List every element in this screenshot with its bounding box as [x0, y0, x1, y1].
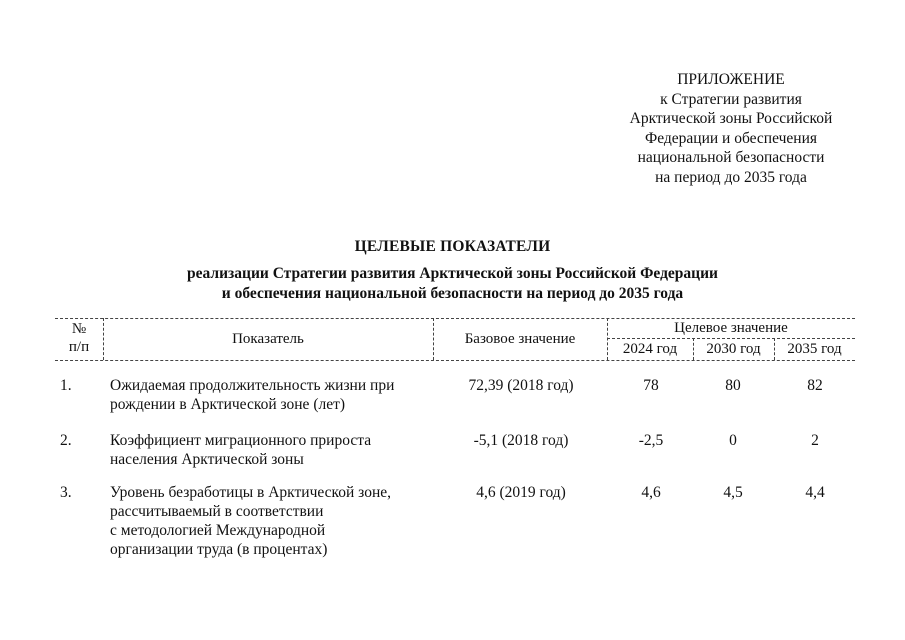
row-value-2024: -2,5	[638, 432, 664, 449]
row-number: 3.	[60, 484, 72, 501]
header-bottom-rule	[55, 360, 855, 361]
row-value-2030: 0	[729, 432, 737, 449]
appendix-block	[596, 70, 866, 187]
row-indicator: Ожидаемая продолжительность жизни при рождении в Арктической зоне (лет)	[110, 377, 395, 413]
appendix-line: к Стратегии развития	[660, 90, 802, 108]
row-base-value: -5,1 (2018 год)	[473, 432, 569, 449]
indicators-table	[55, 318, 855, 558]
document-title: ЦЕЛЕВЫЕ ПОКАЗАТЕЛИ	[354, 238, 551, 255]
row-value-2035: 2	[811, 432, 819, 449]
row-value-2035: 4,4	[805, 484, 825, 501]
appendix-line: Федерации и обеспечения	[644, 129, 817, 147]
row-value-2030: 80	[725, 377, 741, 394]
header-target: Целевое значение	[674, 320, 788, 336]
appendix-line: ПРИЛОЖЕНИЕ	[677, 71, 785, 88]
row-number: 1.	[60, 377, 72, 394]
row-value-2035: 82	[807, 377, 823, 394]
row-base-value: 4,6 (2019 год)	[476, 484, 566, 501]
document-subtitle	[0, 264, 905, 303]
row-indicator: Коэффициент миграционного прироста населения Арктической зоны	[110, 432, 372, 468]
row-base-value: 72,39 (2018 год)	[468, 377, 574, 394]
row-indicator: Уровень безработицы в Арктической зоне, рассчитываемый в соответствии с методологией Международной организации труда (в процентах)	[110, 484, 392, 558]
target-divider-rule	[607, 338, 855, 339]
row-value-2024: 78	[643, 377, 659, 394]
appendix-line: на период до 2035 года	[655, 168, 807, 186]
row-value-2024: 4,6	[641, 484, 661, 501]
header-year-2035: 2035 год	[787, 341, 842, 357]
row-value-2030: 4,5	[723, 484, 743, 501]
appendix-line: национальной безопасности	[637, 149, 825, 166]
appendix-line: Арктической зоны Российской	[629, 110, 833, 127]
header-indicator: Показатель	[232, 331, 304, 347]
header-year-2030: 2030 год	[706, 341, 761, 357]
header-base: Базовое значение	[464, 331, 576, 347]
header-year-2024: 2024 год	[622, 341, 678, 357]
subtitle-line: и обеспечения национальной безопасности на период до 2035 года	[221, 284, 684, 302]
subtitle-line: реализации Стратегии развития Арктической зоны Российской Федерации	[187, 265, 718, 282]
header-num: № п/п	[68, 321, 90, 355]
row-number: 2.	[60, 432, 72, 449]
table-header	[55, 318, 855, 361]
